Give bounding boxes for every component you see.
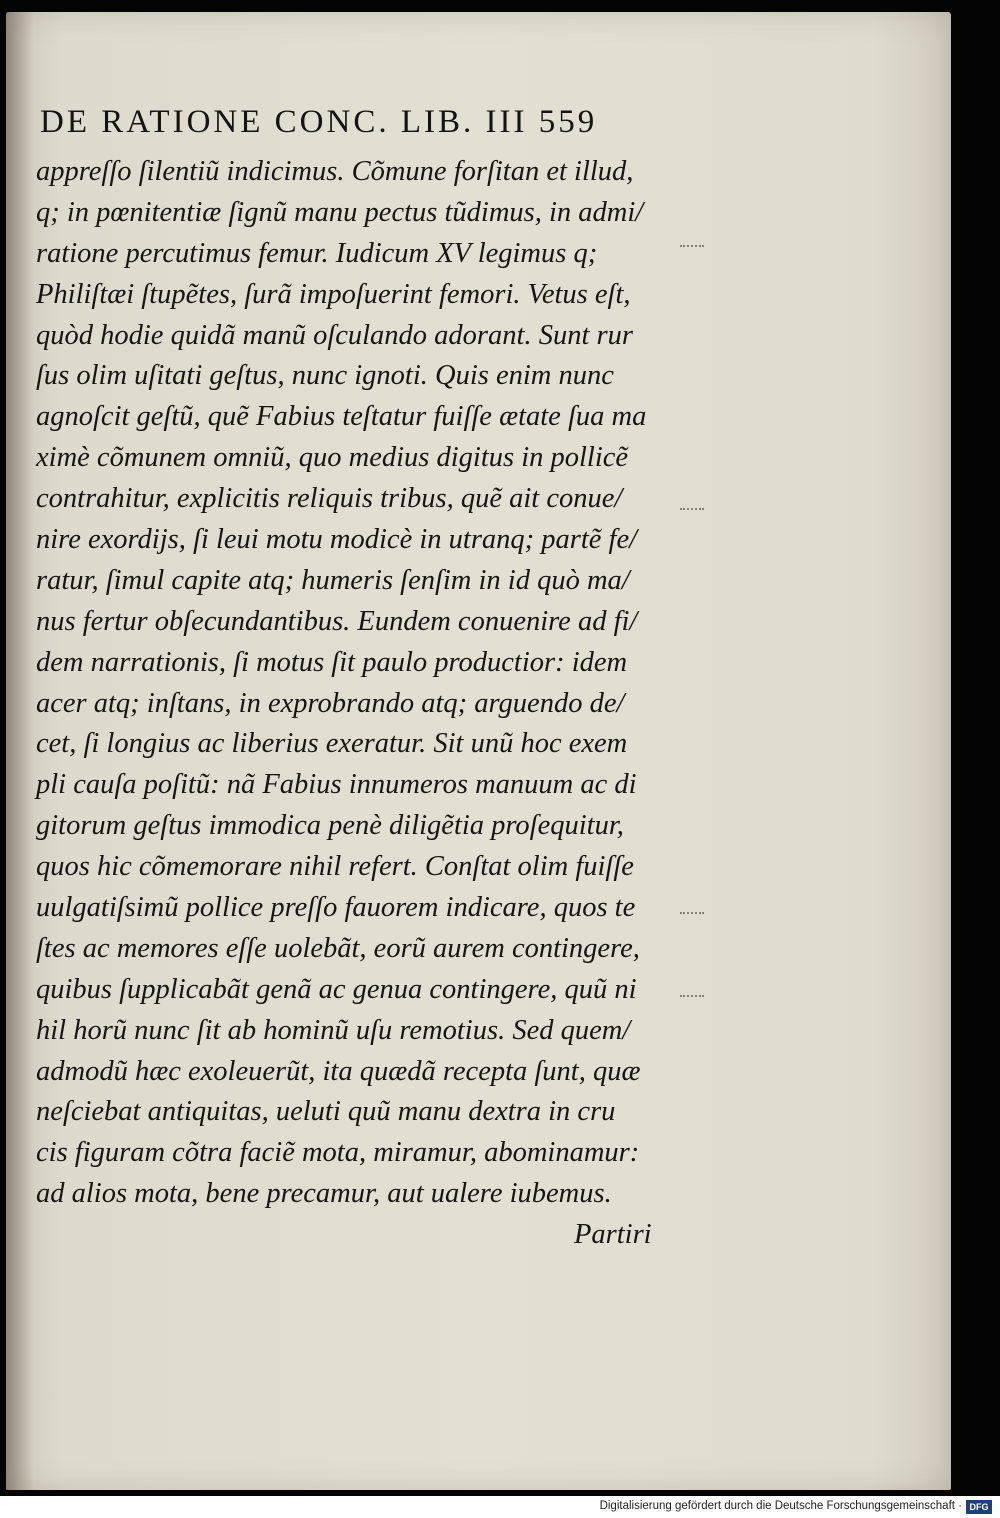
footer-credit: Digitalisierung gefördert durch die Deutsche Forschungsgemeinschaft ·	[599, 1500, 962, 1512]
text-line: pli cauſa poſitũ: nã Fabius innumeros manuum ac di	[36, 769, 637, 801]
text-line: contrahitur, explicitis reliquis tribus, quẽ ait conue/	[36, 483, 623, 515]
text-line: acer atq; inſtans, in exprobrando atq; arguendo de/	[36, 687, 625, 719]
text-line: q; in pœnitentiæ ſignũ manu pectus tũdimus, in admi/	[36, 196, 644, 228]
text-line: agnoſcit geſtũ, quẽ Fabius teſtatur fuiſſe ætate ſua ma	[36, 401, 647, 433]
dfg-logo: DFG	[966, 1500, 992, 1514]
text-line: Philiſtæi ſtupẽtes, ſurã impoſuerint femori. Vetus eſt,	[36, 278, 631, 310]
margin-mark	[680, 912, 704, 916]
text-line: admodũ hæc exoleuerũt, ita quædã recepta ſunt, quæ	[36, 1055, 641, 1087]
text-line: quòd hodie quidã manũ oſculando adorant. Sunt rur	[36, 319, 633, 351]
text-line: cet, ſi longius ac liberius exeratur. Sit unũ hoc exem	[36, 728, 628, 760]
text-line: ſus olim uſitati geſtus, nunc ignoti. Quis enim nunc	[36, 360, 614, 392]
running-head: DE RATIONE CONC. LIB. III 559	[40, 104, 598, 140]
text-line: nus fertur obſecundantibus. Eundem conuenire ad fi/	[36, 605, 638, 637]
catchword: Partiri	[574, 1219, 652, 1250]
text-line: ad alios mota, bene precamur, aut ualere iubemus.	[36, 1178, 612, 1210]
body-text	[36, 152, 696, 1215]
text-line: ximè cõmunem omniũ, quo medius digitus in pollicẽ	[36, 442, 629, 474]
text-line: appreſſo ſilentiũ indicimus. Cõmune forſitan et illud,	[36, 156, 634, 187]
text-line: ratione percutimus femur. Iudicum XV legimus q;	[36, 237, 598, 269]
margin-mark	[680, 995, 704, 999]
margin-mark	[680, 245, 704, 249]
text-line: uulgatiſsimũ pollice preſſo fauorem indicare, quos te	[36, 892, 636, 924]
margin-mark	[680, 508, 704, 512]
text-line: nire exordijs, ſi leui motu modicè in utranq; partẽ fe/	[36, 524, 638, 556]
text-line: neſciebat antiquitas, ueluti quũ manu dextra in cru	[36, 1096, 616, 1128]
text-line: cis figuram cõtra faciẽ mota, miramur, abominamur:	[36, 1137, 640, 1169]
text-line: ratur, ſimul capite atq; humeris ſenſim in id quò ma/	[36, 564, 630, 596]
text-line: gitorum geſtus immodica penè diligẽtia proſequitur,	[36, 810, 624, 842]
text-line: ſtes ac memores eſſe uolebãt, eorũ aurem contingere,	[36, 932, 640, 964]
text-line: quos hic cõmemorare nihil refert. Conſtat olim fuiſſe	[36, 851, 634, 883]
text-line: quibus ſupplicabãt genã ac genua contingere, quũ ni	[36, 973, 637, 1005]
text-line: hil horũ nunc ſit ab hominũ uſu remotius. Sed quem/	[36, 1014, 631, 1046]
text-line: dem narrationis, ſi motus ſit paulo productior: idem	[36, 646, 628, 678]
gutter-shadow	[6, 12, 34, 1490]
